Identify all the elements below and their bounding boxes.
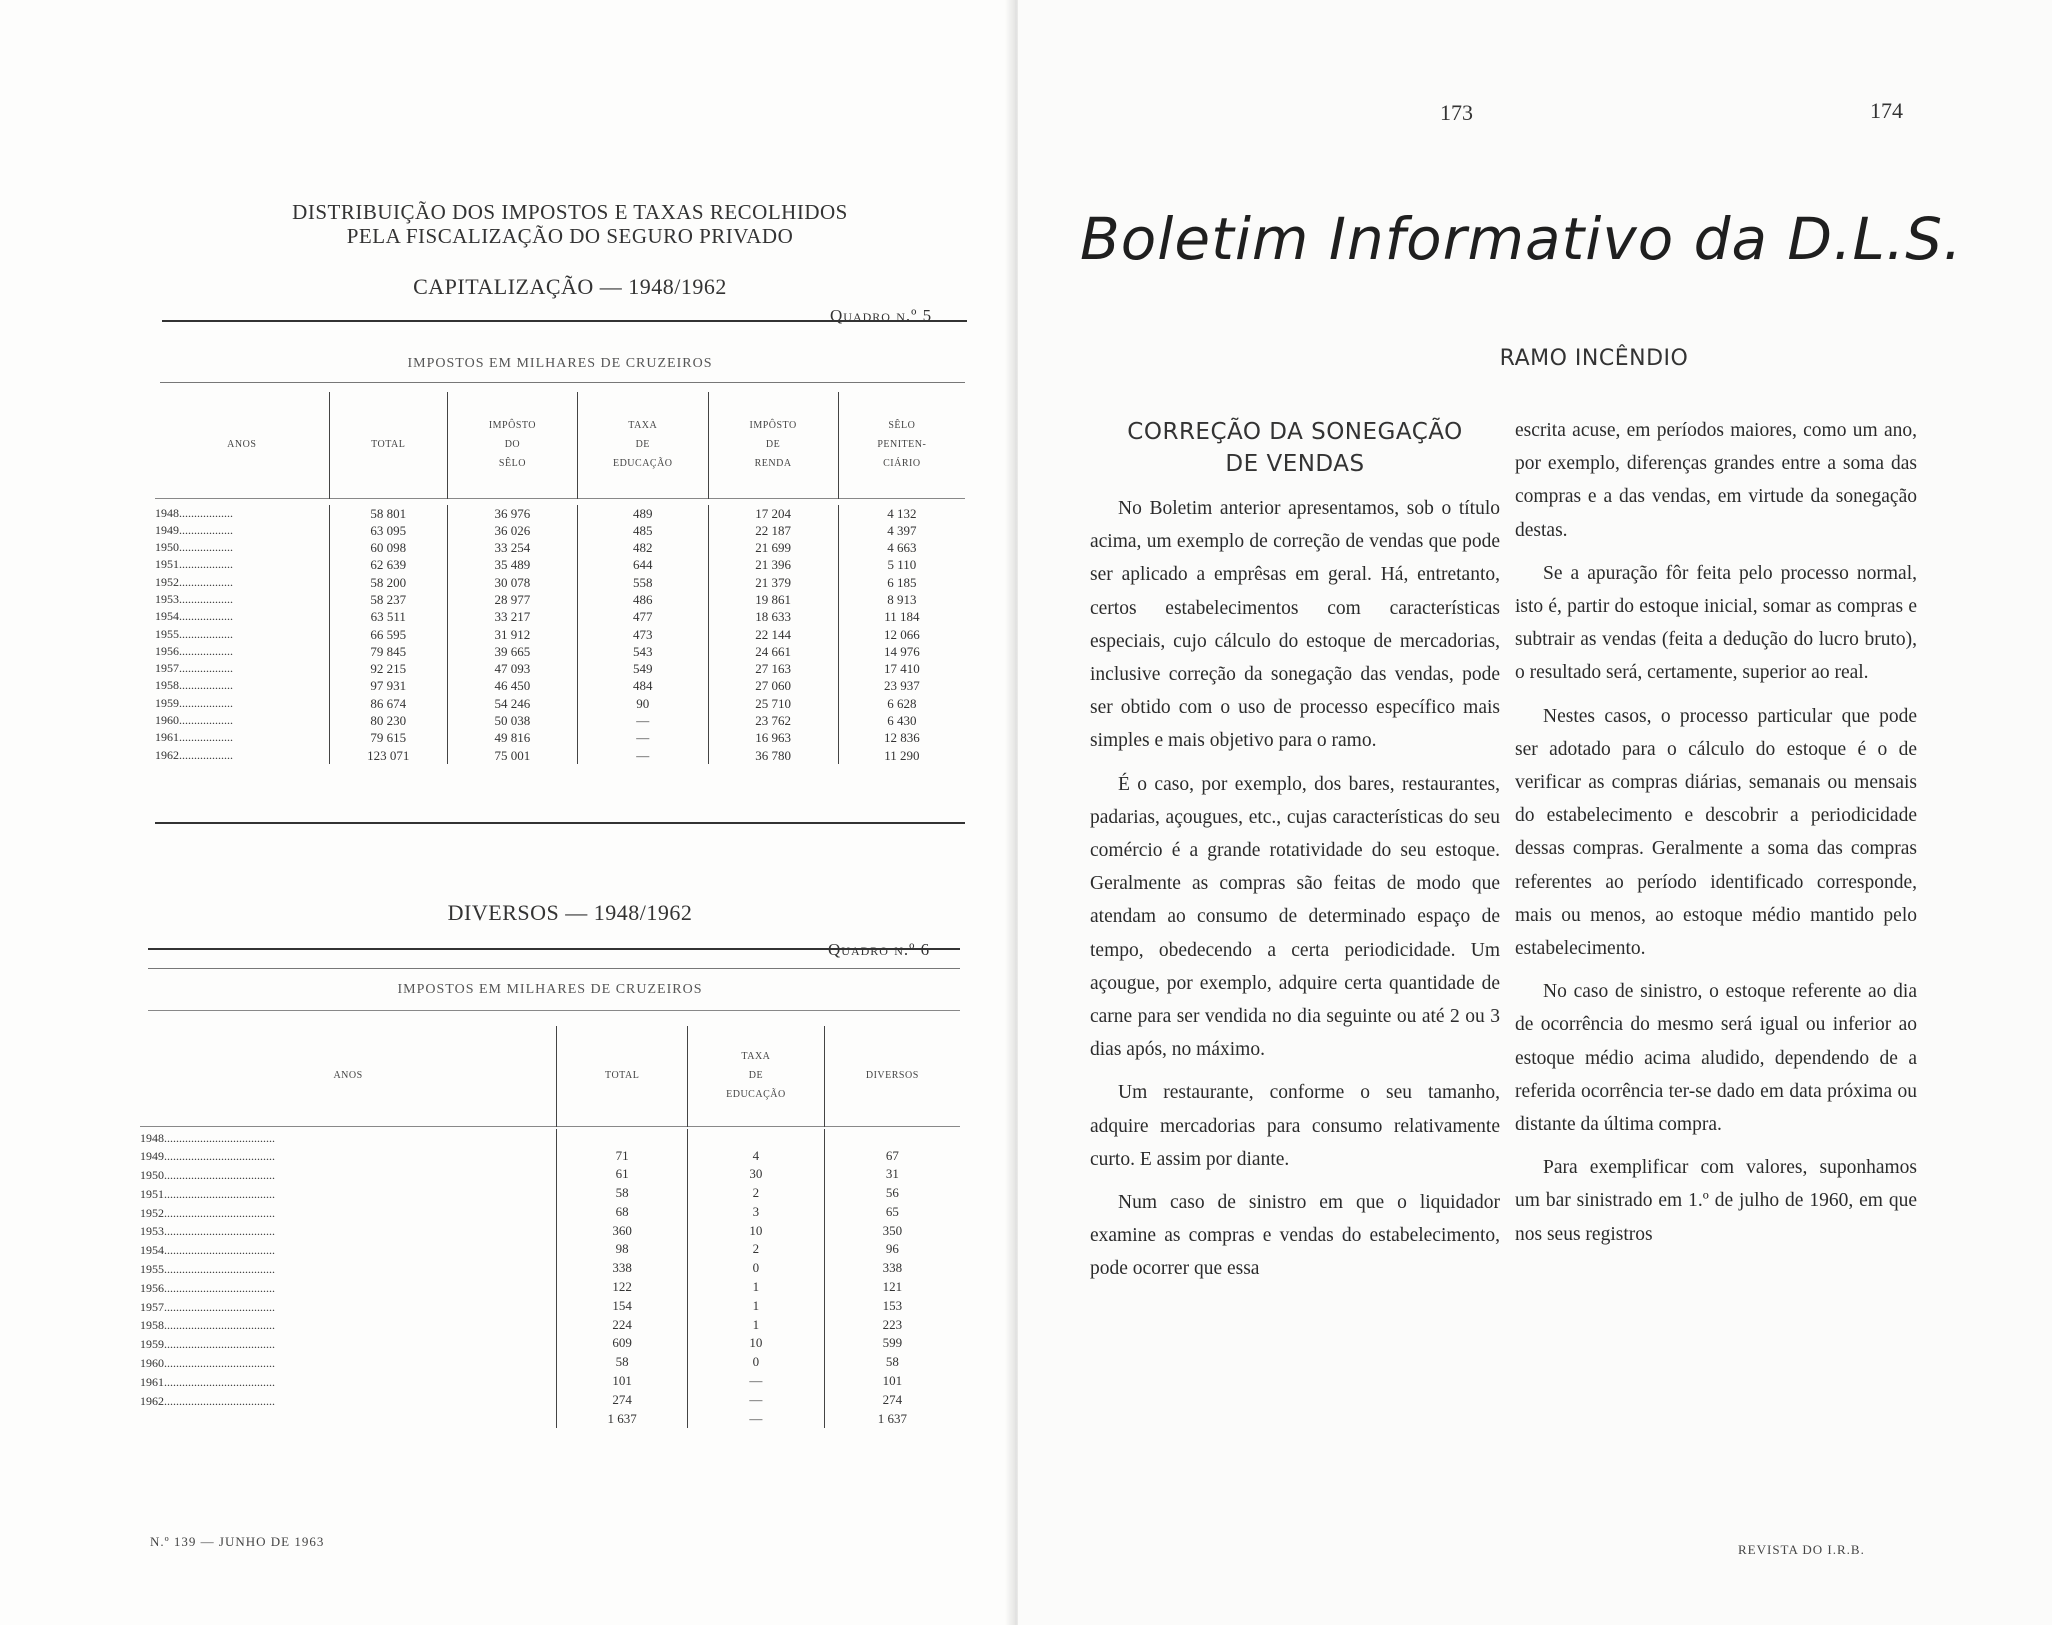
table2-quadro-label: Quadro n.º 6	[828, 940, 931, 959]
right-footer: REVISTA DO I.R.B.	[1738, 1542, 1865, 1557]
table1-total-values: 58 801 63 095 60 098 62 639 58 200 58 237 63 511 66 595 79 845 92 215 97 931 86 674 80 230 79 615 123 071	[329, 505, 447, 764]
col2-paragraph: Para exemplificar com valores, suponhamos um bar sinistrado em 1.º de julho de 1960, em que nos seus registros	[1515, 1157, 1917, 1245]
col1-paragraph: No Boletim anterior apresentamos, sob o título acima, um exemplo de correção de vendas que pode ser aplicado a emprêsas em geral. Há, entretanto, certos estabelecimentos com características especiais, cujo cálculo do estoque de mercadorias, inclusive correção da sonegação das vendas, pode ser obtido com o uso de processo específico mais simples e mais objetivo para o ramo.	[1090, 498, 1500, 752]
table2-header-total: TOTAL	[557, 1026, 688, 1126]
table1-caption: IMPOSTOS EM MILHARES DE CRUZEIROS	[407, 356, 713, 371]
table2-diversos-values: 67 31 56 65 350 96 338 121 153 223 599 58 101 274 1 637	[824, 1129, 960, 1429]
table1	[155, 392, 965, 764]
table1-imposto-selo-values: 36 976 36 026 33 254 35 489 30 078 28 977 33 217 31 912 39 665 47 093 46 450 54 246 50 038 49 816 75 001	[447, 505, 577, 764]
article-column-1	[1090, 416, 1500, 1296]
col2-paragraph: No caso de sinistro, o estoque referente ao dia de ocorrência do mesmo será igual ou inferior ao estoque médio acima aludido, dependendo de a referida ocorrência ter-se dado em data próxima ou distante da última compra.	[1515, 981, 1917, 1136]
table1-header-imposto-selo: IMPÔSTO DO SÊLO	[447, 392, 577, 498]
col1-paragraph: Num caso de sinistro em que o liquidador examine as compras e vendas do estabelecimento, pode ocorrer que essa	[1090, 1192, 1500, 1280]
article-heading-line1: CORREÇÃO DA SONEGAÇÃO	[1127, 419, 1463, 445]
col2-paragraph: Se a apuração fôr feita pelo processo normal, isto é, partir do estoque inicial, somar as compras e subtrair as vendas (feita a dedução do lucro bruto), o resultado será, certamente, superior ao real.	[1515, 562, 1917, 684]
table1-header-anos: ANOS	[227, 439, 257, 451]
table1-years: 1948.................. 1949.................. 1950.................. 1951.................. 1952.................. 1953.................. 1954.................. 1955.................. 1956.................. 1957.................. 1958.................. 1959.................. 1960.................. 1961.................. 1962..................	[155, 505, 233, 762]
table1-taxa-educacao-values: 489 485 482 644 558 486 477 473 543 549 484 90 — — —	[577, 505, 708, 764]
bulletin-title: Boletim Informativo da D.L.S.	[1080, 205, 1963, 273]
col1-paragraph: É o caso, por exemplo, dos bares, restaurantes, padarias, açougues, etc., cujas características do seu comércio é a grande rotatividade do seu estoque. Geralmente as compras são feitas de modo que atendam ao consumo de determinado espaço de tempo, obedecendo a certa periodicidade. Um açougue, por exemplo, adquire certa quantidade de carne para ser vendida no dia seguinte ou até 2 ou 3 dias após, no máximo.	[1090, 773, 1500, 1061]
table1-quadro-label: Quadro n.º 5	[830, 306, 933, 325]
table1-subtitle: CAPITALIZAÇÃO — 1948/1962	[413, 274, 727, 299]
table2-header-taxa-educacao: TAXA DE EDUCAÇÃO	[688, 1026, 824, 1126]
left-page	[0, 0, 1010, 1625]
col1-paragraph: Um restaurante, conforme o seu tamanho, adquire mercadorias para consumo relativamente curto. E assim por diante.	[1090, 1082, 1500, 1170]
table2-caption-rule	[148, 1010, 960, 1011]
table1-imposto-renda-values: 17 204 22 187 21 699 21 396 21 379 19 861 18 633 22 144 24 661 27 163 27 060 25 710 23 762 16 963 36 780	[708, 505, 838, 764]
table2-years: 1948..................................... 1949..................................... 1950..................................... 1951..................................... 1952..................................... 1953..................................... 1954..................................... 1955..................................... 1956..................................... 1957..................................... 1958..................................... 1959..................................... 1960..................................... 1961..................................... 1962.....................................	[140, 1130, 275, 1408]
table1-caption-rule	[160, 382, 965, 383]
table1-bottom-rule	[155, 822, 965, 824]
main-title-line2: PELA FISCALIZAÇÃO DO SEGURO PRIVADO	[346, 224, 794, 248]
main-title-line1: DISTRIBUIÇÃO DOS IMPOSTOS E TAXAS RECOLHIDOS	[292, 200, 848, 224]
column-1-text	[1090, 492, 1500, 1286]
page-number-173: 173	[1440, 100, 1473, 125]
section-ramo-incendio: RAMO INCÊNDIO	[1499, 346, 1689, 371]
col2-paragraph: escrita acuse, em períodos maiores, como um ano, por exemplo, diferenças grandes entre a soma das compras e a das vendas, em virtude da sonegação destas.	[1515, 420, 1917, 541]
article-heading	[1090, 416, 1500, 480]
table2	[140, 1026, 960, 1428]
table2-header-diversos: DIVERSOS	[824, 1026, 960, 1126]
left-footer: N.º 139 — JUNHO DE 1963	[150, 1534, 325, 1549]
right-page	[1018, 0, 2052, 1625]
page-number-174: 174	[1870, 98, 1903, 123]
table2-header-anos: ANOS	[333, 1070, 363, 1082]
table1-header-taxa-educacao: TAXA DE EDUCAÇÃO	[577, 392, 708, 498]
table2-total-values: 71 61 58 68 360 98 338 122 154 224 609 58 101 274 1 637	[557, 1129, 688, 1429]
table1-header-selo-penitenciario: SÊLO PENITEN- CIÁRIO	[838, 392, 965, 498]
article-column-2	[1515, 414, 1917, 1261]
article-heading-line2: DE VENDAS	[1225, 451, 1365, 477]
table2-second-rule	[148, 968, 960, 969]
table1-header-total: TOTAL	[329, 392, 447, 498]
table2-caption: IMPOSTOS EM MILHARES DE CRUZEIROS	[397, 982, 703, 997]
table1-selo-penitenciario-values: 4 132 4 397 4 663 5 110 6 185 8 913 11 184 12 066 14 976 17 410 23 937 6 628 6 430 12 836 11 290	[838, 505, 965, 764]
table2-taxa-educacao-values: 4 30 2 3 10 2 0 1 1 1 10 0 — — —	[688, 1129, 824, 1429]
table2-subtitle: DIVERSOS — 1948/1962	[447, 900, 693, 925]
main-title	[200, 200, 940, 248]
table1-header-imposto-renda: IMPÔSTO DE RENDA	[708, 392, 838, 498]
col2-paragraph: Nestes casos, o processo particular que pode ser adotado para o cálculo do estoque é o de verificar as compras diárias, semanais ou mensais do estabelecimento e descobrir a periodicidade dessas compras. Geralmente a soma das compras referentes ao período identificado corresponde, mais ou menos, ao estoque médio mantido pelo estabelecimento.	[1515, 705, 1917, 960]
